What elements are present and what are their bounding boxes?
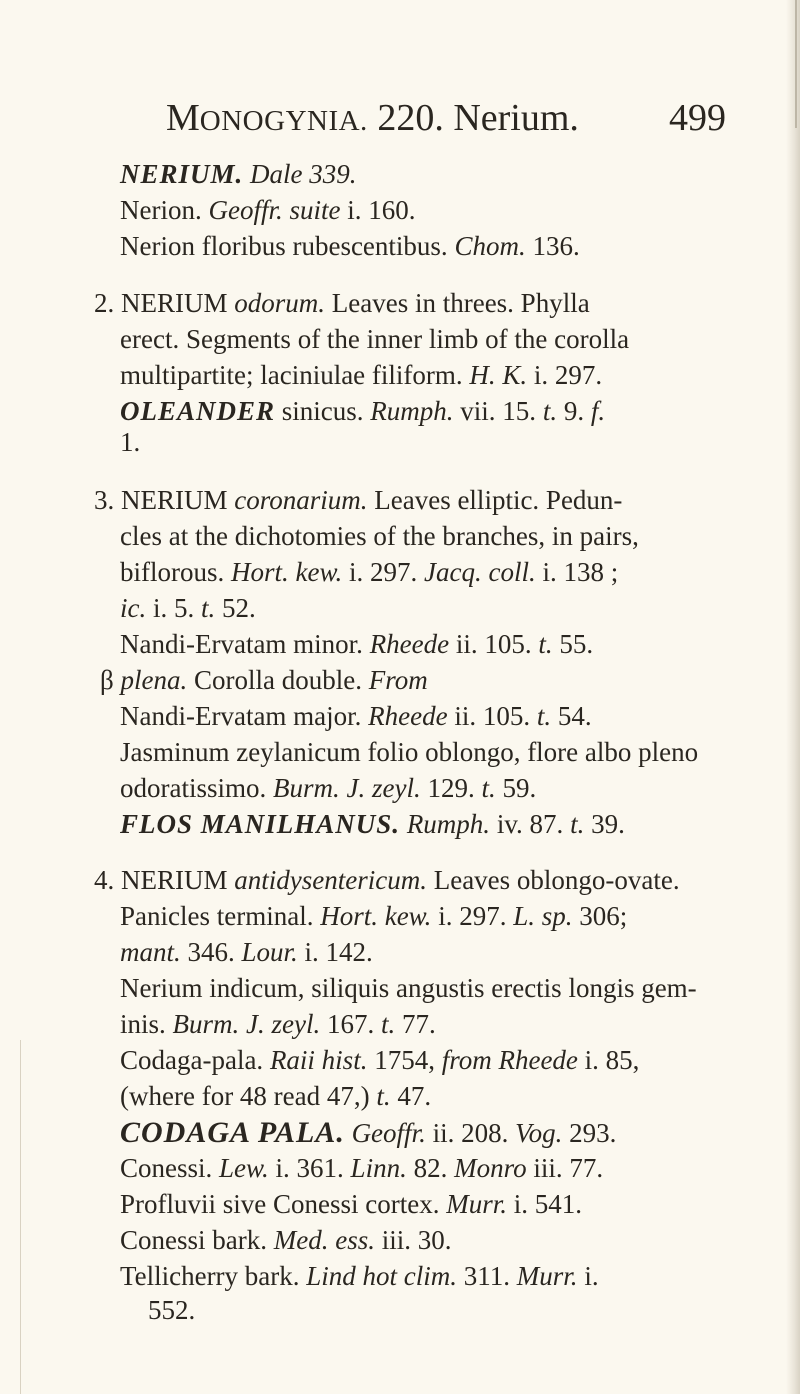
text-line: Tellicherry bark. Lind hot clim. 311. Murr. i. xyxy=(120,1261,599,1291)
text-line: multipartite; laciniulae filiform. H. K. i. 297. xyxy=(120,360,603,390)
text-line: Conessi. Lew. i. 361. Linn. 82. Monro iii. 77. xyxy=(120,1153,604,1183)
text-line: Nandi-Ervatam major. Rheede ii. 105. t. 54. xyxy=(120,701,592,731)
page-edge-shadow xyxy=(786,0,800,1394)
text-line: OLEANDER sinicus. Rumph. vii. 15. t. 9. f. xyxy=(120,396,606,426)
text-line: Panicles terminal. Hort. kew. i. 297. L. sp. 306; xyxy=(120,901,628,931)
text-line: 4. NERIUM antidysentericum. Leaves oblongo-ovate. xyxy=(94,865,680,895)
text-line: mant. 346. Lour. i. 142. xyxy=(120,937,373,967)
text-line: odoratissimo. Burm. J. zeyl. 129. t. 59. xyxy=(120,773,537,803)
text-line: Profluvii sive Conessi cortex. Murr. i. 541. xyxy=(120,1189,582,1219)
text-line: CODAGA PALA. Geoffr. ii. 208. Vog. 293. xyxy=(120,1116,617,1149)
text-line: (where for 48 read 47,) t. 47. xyxy=(120,1081,432,1111)
text-line: Codaga-pala. Raii hist. 1754, from Rheede i. 85, xyxy=(120,1045,640,1075)
text-line: Nerion floribus rubescentibus. Chom. 136. xyxy=(120,231,580,261)
text-line: 3. NERIUM coronarium. Leaves elliptic. Pedun- xyxy=(94,485,623,515)
running-header xyxy=(166,96,726,140)
page-edge-line xyxy=(795,0,797,128)
text-line: NERIUM. Dale 339. xyxy=(120,159,357,189)
header-genus: Nerium. xyxy=(453,97,579,139)
text-line: Nandi-Ervatam minor. Rheede ii. 105. t. 55. xyxy=(120,629,594,659)
text-line: erect. Segments of the inner limb of the corolla xyxy=(120,324,630,354)
text-line: FLOS MANILHANUS. Rumph. iv. 87. t. 39. xyxy=(120,809,625,839)
text-line: β plena. Corolla double. From xyxy=(100,665,428,695)
text-line: biflorous. Hort. kew. i. 297. Jacq. coll. i. 138 ; xyxy=(120,557,619,587)
header-section: MONOGYNIA. 220. Nerium. xyxy=(166,97,579,139)
text-line: Jasminum zeylanicum folio oblongo, flore albo pleno xyxy=(120,737,699,767)
text-line: Nerion. Geoffr. suite i. 160. xyxy=(120,195,416,225)
text-line: 1. xyxy=(120,427,141,457)
header-number: 220. xyxy=(377,97,444,139)
text-line: ic. i. 5. t. 52. xyxy=(120,593,256,623)
text-line: cles at the dichotomies of the branches, in pairs, xyxy=(120,521,639,551)
page-number: 499 xyxy=(669,97,726,139)
text-line: inis. Burm. J. zeyl. 167. t. 77. xyxy=(120,1009,436,1039)
text-line: Conessi bark. Med. ess. iii. 30. xyxy=(120,1225,452,1255)
text-line: 2. NERIUM odorum. Leaves in threes. Phylla xyxy=(94,288,590,318)
page-fold-line xyxy=(20,1040,21,1394)
text-line: 552. xyxy=(148,1295,196,1325)
text-line: Nerium indicum, siliquis angustis erectis longis gem- xyxy=(120,973,697,1003)
